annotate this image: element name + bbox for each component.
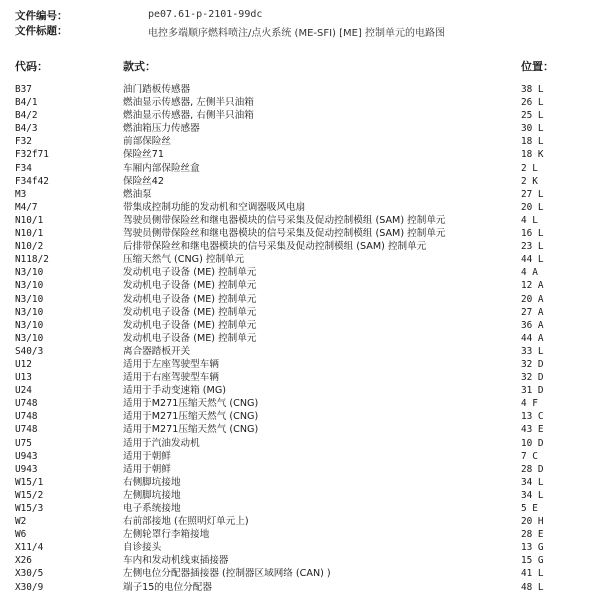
column-header-desc: 款式： xyxy=(123,60,156,73)
row-code: B4/3 xyxy=(15,123,38,135)
row-description: 左侧轮罩行李箱接地 xyxy=(123,529,210,541)
table-row xyxy=(0,332,606,345)
row-position: 10 D xyxy=(521,437,544,449)
row-position: 28 D xyxy=(521,463,544,475)
table-row xyxy=(0,227,606,240)
row-description: 压缩天然气 (CNG) 控制单元 xyxy=(123,254,245,266)
row-position: 13 C xyxy=(521,411,544,423)
row-position: 13 G xyxy=(521,542,544,554)
row-position: 20 A xyxy=(521,293,544,305)
row-position: 41 L xyxy=(521,568,544,580)
row-code: W15/2 xyxy=(15,489,44,501)
row-code: X11/4 xyxy=(15,542,44,554)
table-row xyxy=(0,188,606,201)
row-position: 30 L xyxy=(521,123,544,135)
row-code: U13 xyxy=(15,372,32,384)
row-description: 燃油显示传感器, 右侧半只油箱 xyxy=(123,110,254,122)
row-position: 27 L xyxy=(521,188,544,200)
row-code: F32 xyxy=(15,136,32,148)
row-description: 车厢内部保险丝盒 xyxy=(123,162,200,174)
row-description: 适用于右座驾驶型车辆 xyxy=(123,372,219,384)
row-position: 25 L xyxy=(521,110,544,122)
row-description: 发动机电子设备 (ME) 控制单元 xyxy=(123,306,257,318)
table-row xyxy=(0,293,606,306)
row-position: 48 L xyxy=(521,581,544,593)
row-description: 发动机电子设备 (ME) 控制单元 xyxy=(123,267,257,279)
row-position: 20 H xyxy=(521,516,544,528)
table-row xyxy=(0,109,606,122)
column-header-pos: 位置： xyxy=(521,60,554,73)
row-position: 34 L xyxy=(521,489,544,501)
row-code: U748 xyxy=(15,424,38,436)
row-code: M4/7 xyxy=(15,201,38,213)
row-description: 燃油泵 xyxy=(123,188,152,200)
row-code: B4/1 xyxy=(15,97,38,109)
row-description: 左侧脚坑接地 xyxy=(123,489,181,501)
table-row xyxy=(0,437,606,450)
row-position: 32 D xyxy=(521,358,544,370)
row-position: 44 A xyxy=(521,332,544,344)
row-code: W2 xyxy=(15,516,27,528)
row-position: 38 L xyxy=(521,84,544,95)
table-row xyxy=(0,148,606,161)
row-position: 27 A xyxy=(521,306,544,318)
row-description: 油门踏板传感器 xyxy=(123,84,191,95)
row-description: 后排带保险丝和继电器模块的信号采集及促动控制模组 (SAM) 控制单元 xyxy=(123,241,427,253)
row-description: 发动机电子设备 (ME) 控制单元 xyxy=(123,319,257,331)
row-position: 31 D xyxy=(521,385,544,397)
row-code: N3/10 xyxy=(15,306,44,318)
table-row xyxy=(0,397,606,410)
table-row xyxy=(0,476,606,489)
row-position: 7 C xyxy=(521,450,538,462)
row-code: N3/10 xyxy=(15,280,44,292)
row-position: 5 E xyxy=(521,503,538,514)
row-description: 发动机电子设备 (ME) 控制单元 xyxy=(123,280,257,292)
row-description: 发动机电子设备 (ME) 控制单元 xyxy=(123,293,257,305)
row-code: F34f42 xyxy=(15,175,49,187)
row-code: N10/1 xyxy=(15,214,44,226)
column-header-code: 代码： xyxy=(15,60,48,73)
row-description: 保险丝71 xyxy=(123,149,164,161)
table-row xyxy=(0,463,606,476)
row-description: 适用于M271压缩天然气 (CNG) xyxy=(123,398,259,410)
doc-title-label: 文件标题： xyxy=(15,25,68,37)
row-position: 36 A xyxy=(521,319,544,331)
row-position: 28 E xyxy=(521,529,544,541)
table-row xyxy=(0,345,606,358)
row-code: N118/2 xyxy=(15,254,49,266)
table-row xyxy=(0,554,606,567)
table-row xyxy=(0,240,606,253)
table-row xyxy=(0,410,606,423)
row-code: X30/9 xyxy=(15,581,44,593)
table-row xyxy=(0,489,606,502)
row-description: 左侧电位分配器插接器 (控制器区域网络 (CAN) ) xyxy=(123,568,331,580)
row-description: 适用于M271压缩天然气 (CNG) xyxy=(123,411,259,423)
row-position: 15 G xyxy=(521,555,544,567)
table-row xyxy=(0,541,606,554)
row-code: N3/10 xyxy=(15,319,44,331)
table-row xyxy=(0,96,606,109)
row-description: 发动机电子设备 (ME) 控制单元 xyxy=(123,332,257,344)
row-code: N10/1 xyxy=(15,228,44,240)
table-row xyxy=(0,162,606,175)
component-table xyxy=(0,83,606,594)
table-row xyxy=(0,214,606,227)
row-position: 34 L xyxy=(521,476,544,488)
row-position: 12 A xyxy=(521,280,544,292)
row-description: 车内和发动机线束插接器 xyxy=(123,555,229,567)
row-position: 23 L xyxy=(521,241,544,253)
table-row xyxy=(0,253,606,266)
row-description: 端子15的电位分配器 xyxy=(123,581,212,593)
row-description: 离合器踏板开关 xyxy=(123,345,191,357)
table-row xyxy=(0,122,606,135)
row-position: 16 L xyxy=(521,228,544,240)
row-position: 43 E xyxy=(521,424,544,436)
row-description: 适用于手动变速箱 (MG) xyxy=(123,385,226,397)
row-code: S40/3 xyxy=(15,345,44,357)
row-code: X30/5 xyxy=(15,568,44,580)
row-position: 20 L xyxy=(521,201,544,213)
row-position: 2 K xyxy=(521,175,538,187)
row-code: X26 xyxy=(15,555,32,567)
row-description: 燃油显示传感器, 左侧半只油箱 xyxy=(123,97,254,109)
table-row xyxy=(0,581,606,594)
row-code: W15/1 xyxy=(15,476,44,488)
row-description: 适用于朝鲜 xyxy=(123,450,171,462)
table-row xyxy=(0,266,606,279)
row-description: 适用于汽油发动机 xyxy=(123,437,200,449)
row-description: 右侧脚坑接地 xyxy=(123,476,181,488)
row-code: F32f71 xyxy=(15,149,49,161)
row-description: 驾驶员侧带保险丝和继电器模块的信号采集及促动控制模组 (SAM) 控制单元 xyxy=(123,228,446,240)
table-row xyxy=(0,135,606,148)
row-position: 4 A xyxy=(521,267,538,279)
row-code: B37 xyxy=(15,84,32,95)
table-row xyxy=(0,83,606,96)
row-description: 自诊接头 xyxy=(123,542,162,554)
row-description: 适用于M271压缩天然气 (CNG) xyxy=(123,424,259,436)
row-code: N3/10 xyxy=(15,293,44,305)
row-code: W6 xyxy=(15,529,27,541)
row-description: 保险丝42 xyxy=(123,175,164,187)
table-row xyxy=(0,567,606,580)
table-row xyxy=(0,306,606,319)
row-code: W15/3 xyxy=(15,503,44,514)
row-code: N3/10 xyxy=(15,332,44,344)
table-row xyxy=(0,450,606,463)
row-code: F34 xyxy=(15,162,32,174)
table-row xyxy=(0,358,606,371)
doc-no-value: pe07.61-p-2101-99dc xyxy=(148,9,263,20)
row-description: 右前部接地 (在照明灯单元上) xyxy=(123,516,249,528)
row-code: N3/10 xyxy=(15,267,44,279)
table-row xyxy=(0,371,606,384)
row-code: U943 xyxy=(15,463,38,475)
row-position: 4 F xyxy=(521,398,538,410)
doc-no-label: 文件编号： xyxy=(15,10,68,22)
row-code: U748 xyxy=(15,398,38,410)
row-position: 2 L xyxy=(521,162,538,174)
doc-title-value: 电控多端顺序燃料喷注/点火系统 (ME-SFI) [ME] 控制单元的电路图 xyxy=(148,28,446,39)
table-row xyxy=(0,175,606,188)
row-description: 带集成控制功能的发动机和空调器吸风电扇 xyxy=(123,201,306,213)
row-code: B4/2 xyxy=(15,110,38,122)
row-description: 适用于左座驾驶型车辆 xyxy=(123,358,219,370)
row-position: 44 L xyxy=(521,254,544,266)
row-description: 电子系统接地 xyxy=(123,503,181,514)
table-row xyxy=(0,279,606,292)
row-description: 适用于朝鲜 xyxy=(123,463,171,475)
row-description: 驾驶员侧带保险丝和继电器模块的信号采集及促动控制模组 (SAM) 控制单元 xyxy=(123,214,446,226)
table-row xyxy=(0,384,606,397)
table-row xyxy=(0,528,606,541)
table-row xyxy=(0,515,606,528)
row-position: 32 D xyxy=(521,372,544,384)
row-position: 18 K xyxy=(521,149,544,161)
row-code: U748 xyxy=(15,411,38,423)
row-position: 26 L xyxy=(521,97,544,109)
row-code: M3 xyxy=(15,188,27,200)
table-row xyxy=(0,319,606,332)
table-row xyxy=(0,502,606,515)
row-code: N10/2 xyxy=(15,241,44,253)
row-code: U12 xyxy=(15,358,32,370)
row-description: 前部保险丝 xyxy=(123,136,171,148)
table-row xyxy=(0,423,606,436)
row-position: 18 L xyxy=(521,136,544,148)
row-code: U24 xyxy=(15,385,32,397)
row-position: 4 L xyxy=(521,214,538,226)
row-code: U943 xyxy=(15,450,38,462)
row-code: U75 xyxy=(15,437,32,449)
row-description: 燃油箱压力传感器 xyxy=(123,123,200,135)
table-row xyxy=(0,201,606,214)
row-position: 33 L xyxy=(521,345,544,357)
